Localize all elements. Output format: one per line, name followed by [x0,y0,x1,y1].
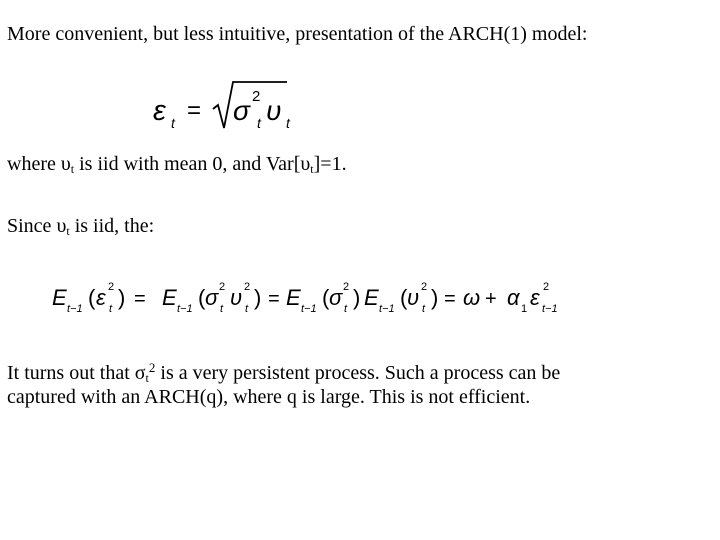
superscript-2: 2 [343,281,350,293]
subscript-t: t [245,303,249,315]
superscript-2: 2 [252,88,261,105]
nu-symbol: υ [266,95,282,126]
since-text: Since $\upsilon_t$ is iid, the: [7,215,155,238]
equals-sign: = [444,288,456,310]
intro-text: More convenient, but less intuitive, presentation of the ARCH(1) model: [7,23,588,45]
sigma-symbol: σ [329,285,343,310]
sigma-symbol: σ [205,285,219,310]
expectation-symbol: E [286,285,301,310]
left-paren: ( [400,285,408,310]
epsilon-symbol: ε [153,95,166,127]
nu-symbol: υ [407,285,420,310]
epsilon-symbol: ε [96,285,106,310]
plus-sign: + [485,288,497,310]
left-paren: ( [88,285,96,310]
superscript-2: 2 [244,281,251,293]
omega-symbol: ω [463,285,481,310]
epsilon-symbol: ε [530,285,540,310]
expectation-symbol: E [162,285,177,310]
subscript-t-minus-1: t−1 [379,303,395,315]
left-paren: ( [322,285,330,310]
right-paren: ) [353,285,361,310]
subscript-t: t [109,303,113,315]
persistence-text: It turns out that $\sigma_t^2$ is a very persistent process. Such a process can be [7,360,561,385]
subscript-t: t [286,115,290,131]
expectation-symbol: E [52,285,67,310]
subscript-t-minus-1: t−1 [177,303,193,315]
right-paren: ) [118,285,126,310]
subscript-t: t [220,303,224,315]
superscript-2: 2 [108,281,115,293]
right-paren: ) [254,285,262,310]
subscript-t-minus-1: t−1 [67,303,83,315]
left-paren: ( [198,285,206,310]
superscript-2: 2 [543,281,550,293]
subscript-1: 1 [521,303,528,315]
subscript-t-minus-1: t−1 [542,303,558,315]
equals-sign: = [268,288,280,310]
subscript-t-minus-1: t−1 [301,303,317,315]
equals-sign: = [187,97,202,124]
subscript-t: t [257,115,261,131]
right-paren: ) [431,285,439,310]
subscript-t: t [344,303,348,315]
alpha-symbol: α [507,285,520,310]
where-text: where $\upsilon_t$ is iid with mean 0, and $Var[\upsilon_t]=1$. [7,153,347,176]
superscript-2: 2 [421,281,428,293]
sigma-symbol: σ [233,95,250,126]
subscript-t: t [171,115,175,131]
equation-conditional-expectation [52,276,572,324]
equals-sign: = [134,288,146,310]
equation-arch-representation [150,76,320,136]
subscript-t: t [422,303,426,315]
nu-symbol: υ [230,285,243,310]
captured-text: captured with an ARCH(q), where q is large. This is not efficient. [7,386,531,408]
superscript-2: 2 [219,281,226,293]
expectation-symbol: E [364,285,379,310]
